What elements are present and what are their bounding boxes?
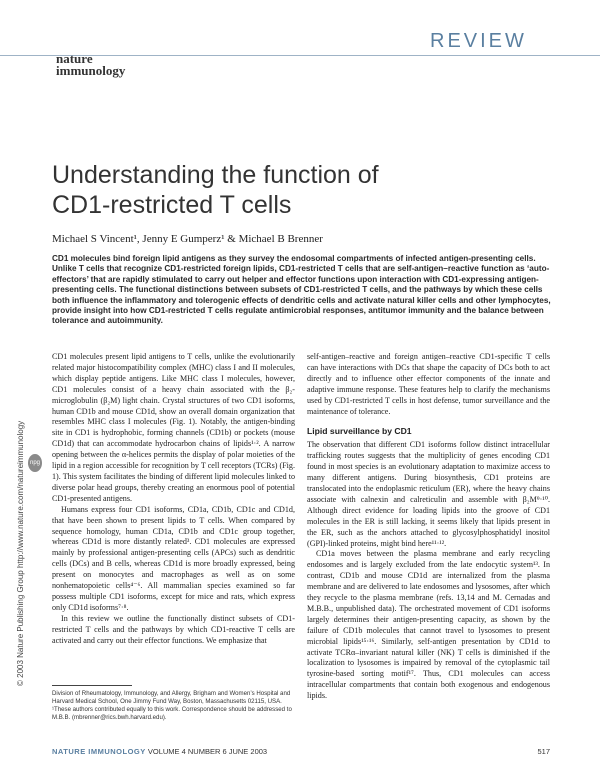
title-line-2: CD1-restricted T cells: [52, 191, 292, 219]
paragraph: In this review we outline the functionally distinct subsets of CD1-restricted T cells and the pathways by which CD1-reactive T cells are activated and carry out their effector functions. We emphasize that: [52, 613, 295, 645]
page-footer: [52, 747, 267, 756]
journal-logo: [56, 53, 125, 77]
paragraph: Humans express four CD1 isoforms, CD1a, CD1b, CD1c and CD1d, that have been shown to present lipids to T cells. When compared by sequence homology, human CD1a, CD1b and CD1c group together, whereas CD1d is more distantly related³. CD1 molecules are expressed mainly by professional antigen-presenting cells (APCs) such as dendritic cells (DCs) and B cells, whereas CD1d is more broadly expressed, being present on monocytes and macrophages as well as on some nonhematopoietic cells⁴⁻⁶. All mammalian species examined so far possess multiple CD1 isoforms, except for mice and rats, which express only CD1d isoforms⁷·⁸.: [52, 504, 295, 612]
article-title: [52, 160, 532, 220]
affiliation-footnote: Division of Rheumatology, Immunology, and Allergy, Brigham and Women’s Hospital and Harvard Medical School, One Jimmy Fund Way, Boston, Massachusetts 02115, USA. ¹These authors contributed equally to this work. Correspondence should be addressed to M.B.B. (mbrenner@rics.bwh.harvard.edu).: [52, 690, 292, 721]
paragraph: The observation that different CD1 isoforms follow distinct intracellular trafficking routes suggests that the multiplicity of genes encoding CD1 found in most species is an evolutionary adaptation to maximize access to many different antigens. During biosynthesis, CD1 proteins are translocated into the endoplasmic reticulum (ER), where the heavy chains associate with calnexin and calreticulin and assemble with β₂M⁹·¹⁰. Although direct evidence for loading lipids into the groove of CD1 molecules in the ER is still lacking, it seems likely that lipids present in the ER, such as the anchors attached to glycosylphosphatidyl inositol (GPI)-linked proteins, might bind here¹¹·¹².: [307, 440, 550, 548]
page-number: 517: [537, 747, 550, 756]
paragraph: CD1a moves between the plasma membrane and early recycling endosomes and is largely excluded from the late endocytic system¹³. In contrast, CD1b and mouse CD1d are internalized from the plasma membrane and are delivered to late endosomes and lysosomes, after which they recycle to the plasma membrane (refs. 13,14 and M. Cernadas and M.B.B., unpublished data). The orchestrated movement of CD1 isoforms largely determines their antigen-presenting capacity, as shown by the failure of CD1b molecules that cannot travel to lysosomes to present microbial lipids¹⁵·¹⁶. Similarly, self-antigen presentation by CD1d to activate TCRα–invariant natural killer (NK) T cells is diminished if the localization to lysosomes is impaired by removal of the cytoplasmic tail tyrosine-based sorting motif¹⁷. Thus, CD1 molecules can access intracellular compartments that contain both exogenous and endogenous lipids.: [307, 549, 550, 701]
footer-issue: VOLUME 4 NUMBER 6 JUNE 2003: [147, 747, 268, 756]
copyright-sidebar: © 2003 Nature Publishing Group http://www.nature.com/natureimmunology: [16, 420, 25, 686]
footnote-divider: [52, 685, 132, 686]
paragraph: self-antigen–reactive and foreign antigen–reactive CD1-specific T cells can have interactions with DCs that shape the capacity of DCs both to act directly and to influence other effector components of the innate and adaptive immune response. These features help to clarify the mechanisms used by CD1-restricted T cells in host defense, tumor surveillance and the maintenance of tolerance.: [307, 352, 550, 416]
title-line-1: Understanding the function of: [52, 161, 379, 189]
npg-badge: npg: [28, 454, 42, 472]
section-label: REVIEW: [430, 30, 527, 52]
body-column-right: [307, 352, 550, 702]
footer-journal: NATURE IMMUNOLOGY: [52, 747, 146, 756]
logo-line-1: nature: [56, 51, 93, 66]
body-column-left: [52, 352, 295, 646]
section-heading: Lipid surveillance by CD1: [307, 426, 412, 437]
abstract: CD1 molecules bind foreign lipid antigens as they survey the endosomal compartments of infected antigen-presenting cells. Unlike T cells that recognize CD1-restricted foreign lipids, CD1-restricted T cells that are self-antigen–reactive function as ‘auto-effectors’ that are rapidly stimulated to carry out helper and effector functions upon interaction with CD1-expressing antigen-presenting cells. The functional distinctions between subsets of CD1-restricted T cells, and the pathways by which these cells both influence the inflammatory and tolerogenic effects of dendritic cells and activate natural killer cells and other lymphocytes, provide insight into how CD1-restricted T cells regulate antimicrobial responses, antitumor immunity and the balance between tolerance and autoimmunity.: [52, 254, 551, 326]
author-list: Michael S Vincent¹, Jenny E Gumperz¹ & Michael B Brenner: [52, 233, 323, 245]
logo-line-2: immunology: [56, 63, 126, 78]
paragraph: CD1 molecules present lipid antigens to T cells, unlike the evolutionarily related major histocompatibility complex (MHC) class I and II molecules, which display peptide antigens. Like MHC class I molecules, however, CD1 molecules consist of a heavy chain associated with the β₂-microglobulin (β₂M) light chain. Crystal structures of two CD1 isoforms, human CD1b and mouse CD1d, show an overall domain organization that resembles MHC class I molecules (Fig. 1). Notably, the antigen-binding site in CD1 is hydrophobic, forming channels (CD1b) or pockets (mouse CD1d) that can accommodate hydrocarbon chains of lipids¹·². A narrow opening between the α-helices permits the display of polar moieties of the lipid in a region accessible for recognition by T cell receptors (TCRs) (Fig. 1). This system facilitates the binding of different lipid molecules linked to diverse polar head groups, thereby creating an enormous pool of potential CD1-presented antigens.: [52, 352, 295, 503]
